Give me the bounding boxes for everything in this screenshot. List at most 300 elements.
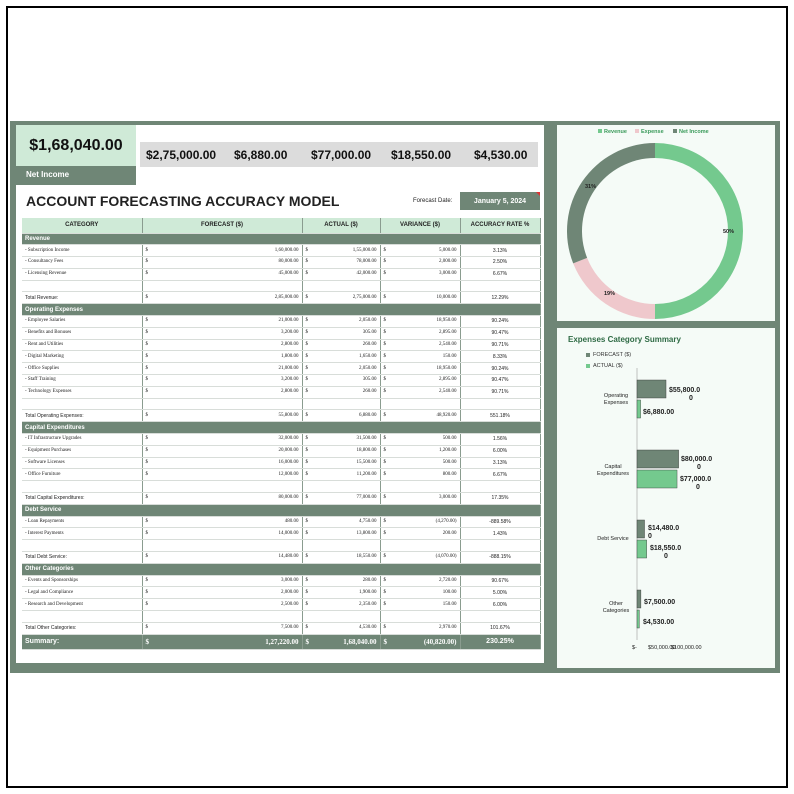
- currency-symbol: $: [305, 625, 308, 631]
- cell-category[interactable]: - Subscription Income: [22, 245, 142, 257]
- col-header-actual[interactable]: ACTUAL ($): [302, 218, 380, 233]
- cell-category[interactable]: Total Revenue:: [22, 292, 142, 304]
- table-row: [22, 327, 540, 339]
- cell-forecast[interactable]: [142, 292, 302, 304]
- cell-value: 3,200.00: [281, 330, 299, 336]
- cell-forecast[interactable]: [142, 375, 302, 387]
- cell-category[interactable]: Summary:: [22, 634, 142, 649]
- forecast-table: [22, 218, 541, 650]
- cell-category[interactable]: - Benefits and Bonuses: [22, 327, 142, 339]
- cell-variance[interactable]: [380, 268, 460, 280]
- cell-actual[interactable]: [302, 575, 380, 587]
- cell-actual[interactable]: [302, 351, 380, 363]
- cell-actual[interactable]: [302, 469, 380, 481]
- cell-forecast[interactable]: [142, 445, 302, 457]
- currency-symbol: $: [305, 448, 308, 454]
- cell-empty[interactable]: [22, 611, 142, 623]
- cell-actual[interactable]: [302, 457, 380, 469]
- currency-symbol: $: [305, 247, 308, 253]
- cell-category[interactable]: - Interest Payments: [22, 528, 142, 540]
- cell-actual[interactable]: [302, 445, 380, 457]
- cell-forecast[interactable]: [142, 363, 302, 375]
- cell-value: 2,350.00: [359, 601, 377, 607]
- cell-variance[interactable]: [380, 493, 460, 505]
- col-header-category[interactable]: CATEGORY: [22, 218, 142, 233]
- section-title: Revenue: [22, 233, 540, 245]
- currency-symbol: $: [305, 330, 308, 336]
- currency-symbol: $: [145, 436, 148, 442]
- cell-variance[interactable]: [380, 339, 460, 351]
- cell-value: 305.00: [362, 330, 377, 336]
- bar-debt-service-actual[interactable]: [637, 540, 647, 558]
- currency-symbol: $: [305, 495, 308, 501]
- cell-forecast[interactable]: [142, 493, 302, 505]
- cell-actual[interactable]: [302, 528, 380, 540]
- bar-value-operating-forecast-l1: $55,800.0: [669, 387, 701, 394]
- cell-actual[interactable]: [302, 493, 380, 505]
- blank-row: [22, 280, 540, 292]
- cell-value: 1,800.00: [281, 353, 299, 359]
- cell-actual[interactable]: [302, 292, 380, 304]
- budget-operating-label: Operating Expenses: [224, 172, 269, 178]
- cell-forecast[interactable]: [142, 268, 302, 280]
- cell-empty[interactable]: [302, 540, 380, 552]
- cell-accuracy[interactable]: 3.13%: [460, 245, 540, 257]
- cell-empty[interactable]: [142, 398, 302, 410]
- currency-symbol: $: [305, 436, 308, 442]
- cell-actual[interactable]: [302, 599, 380, 611]
- bar-category-other: [586, 601, 646, 614]
- cell-variance[interactable]: [380, 410, 460, 422]
- cell-category[interactable]: - Loan Repayments: [22, 516, 142, 528]
- cell-category[interactable]: - Office Furniture: [22, 469, 142, 481]
- cell-forecast[interactable]: [142, 434, 302, 446]
- x-tick-2: $100,000.00: [671, 645, 702, 651]
- cell-empty[interactable]: [142, 481, 302, 493]
- cell-actual[interactable]: [302, 363, 380, 375]
- cell-accuracy[interactable]: 90.71%: [460, 386, 540, 398]
- cell-category[interactable]: - Research and Development: [22, 599, 142, 611]
- bar-chart: [557, 328, 775, 668]
- currency-symbol: $: [305, 530, 308, 536]
- cell-category[interactable]: Total Capital Expenditures:: [22, 493, 142, 505]
- cell-category[interactable]: - Legal and Compliance: [22, 587, 142, 599]
- cell-accuracy[interactable]: 90.24%: [460, 316, 540, 328]
- cell-variance[interactable]: [380, 257, 460, 269]
- currency-symbol: $: [305, 471, 308, 477]
- currency-symbol: $: [145, 294, 148, 300]
- budget-other-label: Other Categories: [462, 172, 500, 178]
- currency-symbol: $: [305, 259, 308, 265]
- currency-symbol: $: [145, 554, 148, 560]
- cell-category[interactable]: - Digital Marketing: [22, 351, 142, 363]
- currency-symbol: $: [145, 589, 148, 595]
- bar-category-capital-line1: Capital: [604, 464, 622, 470]
- cell-value: 32,000.00: [278, 436, 299, 442]
- cell-actual[interactable]: [302, 516, 380, 528]
- cell-forecast[interactable]: [142, 587, 302, 599]
- x-tick-1: $50,000.00: [648, 645, 676, 651]
- legend-net-income: [673, 129, 709, 135]
- cell-value: 78,000.00: [356, 259, 377, 265]
- currency-symbol: $: [145, 519, 148, 525]
- cell-empty[interactable]: [380, 540, 460, 552]
- col-header-variance[interactable]: VARIANCE ($): [380, 218, 460, 233]
- table-row: [22, 575, 540, 587]
- legend-revenue-label: Revenue: [604, 129, 627, 135]
- cell-accuracy[interactable]: 90.71%: [460, 339, 540, 351]
- cell-value: 18,950.00: [436, 365, 457, 371]
- cell-value: 2,895.00: [439, 377, 457, 383]
- cell-actual[interactable]: [302, 327, 380, 339]
- cell-value: 21,000.00: [278, 365, 299, 371]
- section-header-row: [22, 563, 540, 575]
- bar-value-capital-forecast-l1: $80,000.0: [681, 456, 713, 463]
- currency-symbol: $: [305, 389, 308, 395]
- cell-category[interactable]: - Office Supplies: [22, 363, 142, 375]
- col-header-accuracy[interactable]: ACCURACY RATE %: [460, 218, 540, 233]
- cell-accuracy[interactable]: 101.67%: [460, 622, 540, 634]
- table-header-row: [22, 218, 540, 233]
- cell-forecast[interactable]: [142, 528, 302, 540]
- bar-value-debt-forecast-l2: 0: [648, 533, 652, 540]
- currency-symbol: $: [383, 601, 386, 607]
- cell-actual[interactable]: [302, 339, 380, 351]
- cell-accuracy[interactable]: 5.00%: [460, 587, 540, 599]
- bar-category-capital-line2: Expenditures: [596, 470, 630, 477]
- cell-forecast[interactable]: [142, 457, 302, 469]
- cell-accuracy[interactable]: 2.50%: [460, 257, 540, 269]
- cell-empty[interactable]: [22, 481, 142, 493]
- cell-accuracy[interactable]: 551.18%: [460, 410, 540, 422]
- cell-empty[interactable]: [302, 398, 380, 410]
- cell-value: 2,720.00: [439, 578, 457, 583]
- cell-variance[interactable]: [380, 386, 460, 398]
- cell-forecast[interactable]: [142, 316, 302, 328]
- currency-symbol: $: [383, 578, 386, 583]
- cell-category[interactable]: - Staff Training: [22, 375, 142, 387]
- cell-forecast[interactable]: [142, 469, 302, 481]
- cell-value: 3,000.00: [439, 271, 457, 277]
- cell-variance[interactable]: [380, 245, 460, 257]
- cell-accuracy[interactable]: 6.00%: [460, 445, 540, 457]
- table-row: [22, 457, 540, 469]
- cell-accuracy[interactable]: 90.67%: [460, 575, 540, 587]
- currency-symbol: $: [305, 342, 308, 348]
- cell-forecast[interactable]: [142, 552, 302, 564]
- table-row: [22, 339, 540, 351]
- cell-empty[interactable]: [142, 280, 302, 292]
- cell-value: 2,85,000.00: [274, 294, 299, 300]
- cell-value: 4,750.00: [359, 519, 377, 525]
- cell-variance[interactable]: [380, 634, 460, 649]
- net-income-label: Net Income: [16, 166, 136, 185]
- currency-symbol: $: [305, 589, 308, 595]
- cell-accuracy[interactable]: -889.58%: [460, 516, 540, 528]
- legend-actual-label: ACTUAL ($): [593, 363, 623, 369]
- budget-summary-title: Budget Summary: [140, 127, 190, 133]
- section-header-row: [22, 504, 540, 516]
- cell-variance[interactable]: [380, 469, 460, 481]
- cell-empty[interactable]: [22, 540, 142, 552]
- cell-empty[interactable]: [460, 540, 540, 552]
- cell-empty[interactable]: [460, 611, 540, 623]
- cell-category[interactable]: Total Debt Service:: [22, 552, 142, 564]
- donut-slice-net-income[interactable]: [567, 143, 655, 263]
- currency-symbol: $: [305, 294, 308, 300]
- cell-empty[interactable]: [22, 280, 142, 292]
- cell-category[interactable]: - Events and Sponsorships: [22, 575, 142, 587]
- cell-variance[interactable]: [380, 552, 460, 564]
- bar-value-capital-forecast: [681, 456, 712, 472]
- cell-value: 21,000.00: [278, 318, 299, 324]
- cell-forecast[interactable]: [142, 339, 302, 351]
- cell-value: 1,900.00: [359, 589, 377, 595]
- cell-actual[interactable]: [302, 375, 380, 387]
- currency-symbol: $: [145, 259, 148, 265]
- forecast-date-cell[interactable]: January 5, 2024: [460, 192, 540, 210]
- cell-actual[interactable]: [302, 257, 380, 269]
- currency-symbol: $: [305, 460, 308, 466]
- bar-value-debt-actual: [650, 545, 681, 561]
- cell-value: 1,27,220.00: [265, 637, 299, 646]
- cell-category[interactable]: - Equipment Purchases: [22, 445, 142, 457]
- cell-value: (4,270.00): [435, 519, 457, 525]
- cell-category[interactable]: - Licensing Revenue: [22, 268, 142, 280]
- bar-value-other-forecast-l1: $7,500.00: [644, 599, 676, 606]
- bar-category-operating: [586, 393, 646, 406]
- cell-category[interactable]: Total Operating Expenses:: [22, 410, 142, 422]
- cell-variance[interactable]: [380, 587, 460, 599]
- cell-accuracy[interactable]: 6.67%: [460, 469, 540, 481]
- cell-value: 18,550.00: [356, 554, 377, 560]
- cell-category[interactable]: - Software Licenses: [22, 457, 142, 469]
- net-income-value: $1,68,040.00: [16, 125, 136, 166]
- cell-empty[interactable]: [380, 398, 460, 410]
- cell-category[interactable]: - Rent and Utilities: [22, 339, 142, 351]
- cell-forecast[interactable]: [142, 599, 302, 611]
- bar-capital-expenditures-actual[interactable]: [637, 470, 677, 488]
- cell-variance[interactable]: [380, 375, 460, 387]
- cell-value: 1,55,000.00: [352, 247, 377, 253]
- cell-value: (4,070.00): [435, 554, 457, 560]
- cell-forecast[interactable]: [142, 575, 302, 587]
- donut-label-expense: 19%: [604, 291, 616, 297]
- blank-row: [22, 540, 540, 552]
- cell-variance[interactable]: [380, 445, 460, 457]
- cell-accuracy[interactable]: 6.00%: [460, 599, 540, 611]
- cell-accuracy[interactable]: 6.67%: [460, 268, 540, 280]
- cell-variance[interactable]: [380, 327, 460, 339]
- cell-accuracy[interactable]: 90.47%: [460, 375, 540, 387]
- cell-category[interactable]: - Technology Expenses: [22, 386, 142, 398]
- cell-value: 3,000.00: [281, 578, 299, 583]
- currency-symbol: $: [145, 578, 148, 583]
- total-row: [22, 622, 540, 634]
- donut-slice-expense[interactable]: [573, 258, 655, 319]
- cell-variance[interactable]: [380, 457, 460, 469]
- currency-symbol: $: [305, 377, 308, 383]
- x-tick-0: $-: [632, 645, 637, 651]
- cell-value: 14,000.00: [278, 530, 299, 536]
- cell-actual[interactable]: [302, 622, 380, 634]
- cell-forecast[interactable]: [142, 257, 302, 269]
- cell-accuracy[interactable]: 17.35%: [460, 493, 540, 505]
- currency-symbol: $: [145, 412, 148, 418]
- cell-value: 2,970.00: [439, 625, 457, 631]
- cell-empty[interactable]: [380, 280, 460, 292]
- table-row: [22, 375, 540, 387]
- currency-symbol: $: [305, 271, 308, 277]
- budget-operating-value: $6,880.00: [234, 148, 288, 162]
- cell-accuracy[interactable]: 1.43%: [460, 528, 540, 540]
- cell-empty[interactable]: [142, 540, 302, 552]
- donut-label-net-income: 31%: [585, 184, 597, 190]
- cell-variance[interactable]: [380, 516, 460, 528]
- bar-category-other-line2: Categories: [602, 607, 630, 614]
- cell-actual[interactable]: [302, 434, 380, 446]
- cell-empty[interactable]: [380, 481, 460, 493]
- cell-category[interactable]: - Employee Salaries: [22, 316, 142, 328]
- cell-variance[interactable]: [380, 316, 460, 328]
- cell-value: 45,000.00: [278, 271, 299, 277]
- budget-capital-label: Capital Expenditures: [304, 172, 351, 178]
- cell-forecast[interactable]: [142, 622, 302, 634]
- cell-value: 260.00: [362, 342, 377, 348]
- cell-forecast[interactable]: [142, 351, 302, 363]
- cell-actual[interactable]: [302, 634, 380, 649]
- cell-empty[interactable]: [22, 398, 142, 410]
- legend-revenue: [598, 129, 627, 135]
- cell-value: 11,200.00: [356, 471, 377, 477]
- legend-net-income-swatch: [673, 129, 677, 133]
- cell-value: 80,000.00: [278, 495, 299, 501]
- blank-row: [22, 611, 540, 623]
- cell-value: 800.00: [442, 471, 457, 477]
- page-title: ACCOUNT FORECASTING ACCURACY MODEL: [26, 193, 340, 209]
- cell-accuracy[interactable]: 1.56%: [460, 434, 540, 446]
- col-header-forecast[interactable]: FORECAST ($): [142, 218, 302, 233]
- currency-symbol: $: [305, 365, 308, 371]
- cell-value: 2,050.00: [359, 365, 377, 371]
- cell-accuracy[interactable]: 230.25%: [460, 634, 540, 649]
- cell-accuracy[interactable]: 8.33%: [460, 351, 540, 363]
- cell-forecast[interactable]: [142, 245, 302, 257]
- cell-value: 31,500.00: [356, 436, 377, 442]
- currency-symbol: $: [383, 495, 386, 501]
- cell-empty[interactable]: [302, 481, 380, 493]
- table-row: [22, 434, 540, 446]
- cell-forecast[interactable]: [142, 516, 302, 528]
- currency-symbol: $: [383, 589, 386, 595]
- cell-variance[interactable]: [380, 292, 460, 304]
- blank-row: [22, 398, 540, 410]
- cell-empty[interactable]: [460, 398, 540, 410]
- cell-value: 200.00: [442, 530, 457, 536]
- cell-variance[interactable]: [380, 351, 460, 363]
- cell-accuracy[interactable]: 90.24%: [460, 363, 540, 375]
- comment-indicator-icon: [536, 192, 540, 196]
- cell-value: 1,68,040.00: [343, 637, 377, 646]
- cell-actual[interactable]: [302, 316, 380, 328]
- currency-symbol: $: [305, 318, 308, 324]
- cell-value: 4,530.00: [359, 625, 377, 631]
- cell-accuracy[interactable]: 3.13%: [460, 457, 540, 469]
- cell-actual[interactable]: [302, 587, 380, 599]
- bar-value-operating-actual-l1: $6,880.00: [643, 409, 675, 416]
- currency-symbol: $: [145, 342, 148, 348]
- currency-symbol: $: [383, 294, 386, 300]
- cell-variance[interactable]: [380, 363, 460, 375]
- cell-actual[interactable]: [302, 268, 380, 280]
- budget-debt-label: Debt Service: [384, 172, 413, 178]
- cell-empty[interactable]: [380, 611, 460, 623]
- currency-symbol: $: [145, 247, 148, 253]
- cell-value: 10,000.00: [436, 294, 457, 300]
- cell-value: 150.00: [442, 353, 457, 359]
- cell-value: 18,800.00: [356, 448, 377, 454]
- currency-symbol: $: [145, 365, 148, 371]
- table-row: [22, 351, 540, 363]
- cell-empty[interactable]: [302, 280, 380, 292]
- table-row: [22, 257, 540, 269]
- cell-forecast[interactable]: [142, 386, 302, 398]
- cell-empty[interactable]: [460, 481, 540, 493]
- cell-forecast[interactable]: [142, 634, 302, 649]
- cell-variance[interactable]: [380, 528, 460, 540]
- cell-value: 14,480.00: [278, 554, 299, 560]
- cell-variance[interactable]: [380, 434, 460, 446]
- cell-variance[interactable]: [380, 575, 460, 587]
- bar-category-operating-line1: Operating: [603, 393, 629, 399]
- cell-actual[interactable]: [302, 386, 380, 398]
- cell-actual[interactable]: [302, 552, 380, 564]
- cell-value: 2,500.00: [281, 601, 299, 607]
- bar-capital-expenditures-forecast[interactable]: [637, 450, 679, 468]
- cell-accuracy[interactable]: -888.15%: [460, 552, 540, 564]
- cell-accuracy[interactable]: 90.47%: [460, 327, 540, 339]
- cell-accuracy[interactable]: 12.29%: [460, 292, 540, 304]
- total-row: [22, 552, 540, 564]
- budget-revenue-value: $2,75,000.00: [146, 148, 217, 162]
- currency-symbol: $: [145, 625, 148, 631]
- cell-empty[interactable]: [302, 611, 380, 623]
- cell-forecast[interactable]: [142, 410, 302, 422]
- currency-symbol: $: [383, 247, 386, 253]
- cell-value: 500.00: [442, 436, 457, 442]
- cell-forecast[interactable]: [142, 327, 302, 339]
- table-row: [22, 587, 540, 599]
- cell-category[interactable]: - IT Infrastructure Upgrades: [22, 434, 142, 446]
- cell-actual[interactable]: [302, 245, 380, 257]
- budget-other-value: $4,530.00: [474, 148, 528, 162]
- currency-symbol: $: [383, 554, 386, 560]
- cell-actual[interactable]: [302, 410, 380, 422]
- currency-symbol: $: [145, 637, 149, 646]
- cell-value: 5,000.00: [439, 247, 457, 253]
- bar-value-capital-actual-l1: $77,000.0: [680, 476, 712, 483]
- cell-variance[interactable]: [380, 599, 460, 611]
- cell-category[interactable]: Total Other Categories:: [22, 622, 142, 634]
- cell-value: 2,540.00: [439, 389, 457, 395]
- cell-value: 12,000.00: [278, 471, 299, 477]
- cell-empty[interactable]: [142, 611, 302, 623]
- bar-value-operating-forecast: [669, 387, 700, 403]
- bar-chart-title: Expenses Category Summary: [568, 335, 681, 344]
- cell-category[interactable]: - Consultancy Fees: [22, 257, 142, 269]
- cell-empty[interactable]: [460, 280, 540, 292]
- cell-variance[interactable]: [380, 622, 460, 634]
